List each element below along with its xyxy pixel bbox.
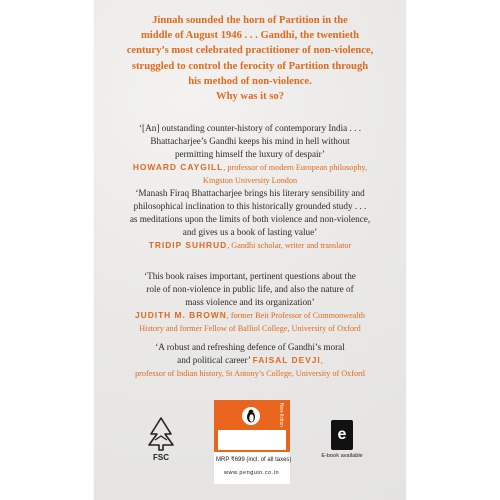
- tagline: [110, 13, 390, 104]
- author-description: , professor of modern European philosophy,: [223, 163, 368, 172]
- tagline-line: Why was it so?: [216, 91, 284, 103]
- blurb-line: philosophical inclination to this historically grounded study . . .: [133, 201, 367, 211]
- ebook-badge: [320, 420, 364, 472]
- blurb-attribution: [108, 239, 392, 252]
- blurb-line: Bhattacharjee’s Gandhi keeps his mind in hell without: [150, 136, 350, 146]
- author-name: JUDITH M. BROWN: [134, 310, 227, 320]
- author-description: , former Beit Professor of Commonwealth: [226, 311, 366, 320]
- blurb-line: permitting himself the luxury of despair’: [174, 149, 326, 159]
- blurb-attribution: [108, 161, 392, 174]
- blurb-line: ‘[An] outstanding counter-history of contemporary India . . .: [138, 123, 362, 133]
- author-name: HOWARD CAYGILL: [132, 162, 224, 172]
- blurb-line-text: and political career’: [177, 355, 251, 365]
- fsc-tree-icon: [146, 416, 176, 452]
- author-description: professor of Indian history, St Antony’s College, University of Oxford: [135, 369, 365, 378]
- blurb-attribution: [108, 309, 392, 322]
- penguin-logo-icon: [242, 407, 260, 425]
- blurb-line: role of non-violence in public life, and also the nature of: [146, 284, 354, 294]
- blurb-suhrud: [108, 187, 392, 252]
- fsc-logo: [142, 416, 180, 466]
- blurb-line: mass violence and its organization’: [185, 297, 315, 307]
- price-barcode-block: [214, 400, 290, 484]
- blurb-brown: [108, 270, 392, 335]
- author-name: TRIDIP SUHRUD: [148, 240, 228, 250]
- price-label: MRP ₹699 (incl. of all taxes): [216, 457, 292, 463]
- author-name: FAISAL DEVJI: [252, 355, 321, 365]
- tagline-line: struggled to control the ferocity of Partition through: [131, 60, 369, 72]
- ebook-icon: e: [331, 420, 353, 450]
- tagline-line: middle of August 1946 . . . Gandhi, the twentieth: [140, 30, 360, 42]
- blurb-line: ‘This book raises important, pertinent questions about the: [144, 271, 356, 281]
- book-back-cover: [94, 0, 406, 500]
- fsc-label: FSC: [153, 453, 169, 462]
- blurb-line: as meditations upon the limits of both violence and non-violence,: [129, 214, 371, 224]
- tagline-line: Jinnah sounded the horn of Partition in the: [152, 15, 348, 26]
- author-description: History and former Fellow of Balliol College, University of Oxford: [139, 324, 361, 333]
- category-label: Non-fiction: [278, 403, 284, 427]
- barcode-orange-panel: [214, 400, 290, 452]
- tagline-line: his method of non-violence.: [188, 75, 312, 87]
- blurb-line: [108, 354, 392, 367]
- blurb-devji: [108, 341, 392, 380]
- author-description: , Gandhi scholar, writer and translator: [227, 241, 352, 250]
- author-description: Kingston University London: [202, 176, 298, 185]
- tagline-line: century’s most celebrated practitioner of non-violence,: [126, 45, 374, 57]
- blurb-line: and gives us a book of lasting value’: [182, 227, 318, 237]
- publisher-website: www.penguin.co.in: [224, 470, 280, 476]
- ebook-label: E-book available: [321, 453, 363, 459]
- barcode-area: [218, 430, 286, 450]
- blurb-caygill: [108, 122, 392, 187]
- blurb-line: ‘A robust and refreshing defence of Gandhi’s moral: [155, 342, 345, 352]
- author-description: ,: [320, 356, 323, 365]
- blurb-line: ‘Manash Firaq Bhattacharjee brings his literary sensibility and: [135, 188, 365, 198]
- back-cover-footer: [94, 400, 406, 500]
